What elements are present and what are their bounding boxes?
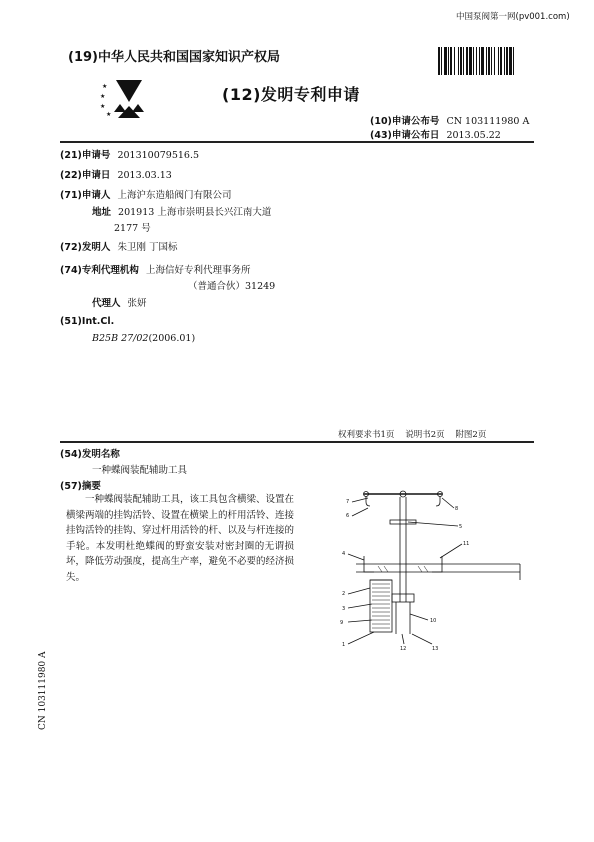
figure-label-12: 12 [400, 646, 407, 652]
sidebar-publication-number: CN 103111980 A [38, 651, 48, 730]
abstract-heading: (57)摘要 [60, 481, 101, 492]
barcode-bar [469, 47, 472, 75]
address-label: 地址 [92, 207, 112, 218]
title-label: (54)发明名称 [60, 449, 120, 460]
barcode-bar [500, 47, 502, 75]
figure-label-1: 1 [342, 642, 346, 648]
publication-date [370, 127, 501, 141]
barcode [438, 47, 538, 75]
applicant-label: (71)申请人 [60, 190, 111, 201]
barcode-bar [504, 47, 505, 75]
figure-label-4: 4 [342, 551, 346, 557]
app-no-label: (21)申请号 [60, 150, 111, 161]
pub-date-label: (43)申请公布日 [370, 130, 440, 141]
barcode-bar [466, 47, 468, 75]
barcode-bar [438, 47, 440, 75]
publication-number [370, 113, 529, 127]
agent [92, 295, 147, 309]
barcode-bar [498, 47, 499, 75]
agency-line2: （普通合伙）31249 [188, 281, 276, 292]
barcode-bar [473, 47, 474, 75]
app-date-label: (22)申请日 [60, 170, 111, 181]
barcode-bar [509, 47, 512, 75]
invention-title: 一种蝶阀装配辅助工具 [92, 465, 188, 476]
agency-value: 上海信好专利代理事务所 [145, 265, 251, 276]
agency [60, 262, 250, 276]
barcode-bar [450, 47, 452, 75]
int-cl-code [92, 333, 195, 344]
pub-date-value: 2013.05.22 [446, 130, 501, 141]
svg-text:★: ★ [100, 103, 106, 110]
figure-label-10: 10 [430, 618, 437, 624]
inventor [60, 239, 177, 253]
barcode-bar [488, 47, 490, 75]
barcode-bar [463, 47, 464, 75]
int-cl-label [60, 316, 114, 327]
figure-label-2: 2 [342, 591, 346, 597]
intcl-code: B25B 27/02 [92, 333, 149, 344]
application-date [60, 167, 172, 181]
barcode-bar [479, 47, 480, 75]
barcode-bar [494, 47, 495, 75]
barcode-bar [476, 47, 477, 75]
svg-text:★: ★ [102, 83, 108, 90]
pub-no-label: (10)申请公布号 [370, 116, 440, 127]
document-type: (12)发明专利申请 [222, 85, 360, 104]
applicant [60, 187, 231, 201]
barcode-bar [460, 47, 462, 75]
figure-label-6: 6 [346, 513, 350, 519]
svg-text:★: ★ [106, 111, 112, 118]
abstract-figure [334, 484, 534, 654]
address-line1: 201913 上海市崇明县长兴江南大道 [118, 207, 272, 218]
applicant-value: 上海沪东造船阀门有限公司 [117, 190, 232, 201]
barcode-bar [481, 47, 484, 75]
app-no-value: 201310079516.5 [117, 150, 200, 161]
barcode-bar [506, 47, 508, 75]
barcode-bar [486, 47, 487, 75]
barcode-bar [448, 47, 449, 75]
barcode-bar [454, 47, 455, 75]
barcode-bar [491, 47, 492, 75]
cnipa-logo [96, 76, 162, 120]
figure-label-8: 8 [455, 506, 459, 512]
barcode-bar [444, 47, 447, 75]
address-line2: 2177 号 [114, 223, 151, 234]
agent-value: 张妍 [127, 298, 147, 309]
site-watermark: 中国泵阀第一网(pv001.com) [456, 12, 570, 22]
address [92, 204, 271, 218]
inventor-label: (72)发明人 [60, 242, 111, 253]
figure-label-3: 3 [342, 606, 346, 612]
agency-label: (74)专利代理机构 [60, 265, 139, 276]
header-divider [60, 141, 534, 143]
intcl-label: (51)Int.Cl. [60, 316, 115, 327]
barcode-bar [458, 47, 459, 75]
page-counts: 权利要求书1页 说明书2页 附图2页 [338, 430, 487, 440]
abstract-text: 一种蝶阀装配辅助工具，该工具包含横梁、设置在横梁两端的挂钩活铃、设置在横梁上的杆用活铃、连接挂钩活铃的挂钩、穿过杆用活铃的杆、以及与杆连接的手轮。本发明杜绝蝶阀的野蛮安装对密封圈的无谓损坏，降低劳动强度，提高生产率，避免不必要的经济损失。 [66, 494, 295, 583]
barcode-bar [441, 47, 442, 75]
figure-label-7: 7 [346, 499, 350, 505]
barcode-bar [513, 47, 514, 75]
agent-label: 代理人 [92, 298, 121, 309]
figure-label-13: 13 [432, 646, 439, 652]
pub-no-value: CN 103111980 A [446, 116, 530, 127]
svg-text:★: ★ [100, 93, 106, 100]
figure-label-9: 9 [340, 620, 344, 626]
invention-title-label [60, 446, 120, 460]
inventor-value: 朱卫刚 丁国标 [117, 242, 178, 253]
app-date-value: 2013.03.13 [117, 170, 172, 181]
office-name: (19)中华人民共和国国家知识产权局 [68, 50, 280, 65]
application-number [60, 147, 199, 161]
middle-divider [60, 441, 534, 443]
figure-label-5: 5 [459, 524, 463, 530]
abstract-label [60, 478, 101, 492]
figure-label-11: 11 [463, 541, 470, 547]
intcl-year: (2006.01) [148, 333, 196, 344]
